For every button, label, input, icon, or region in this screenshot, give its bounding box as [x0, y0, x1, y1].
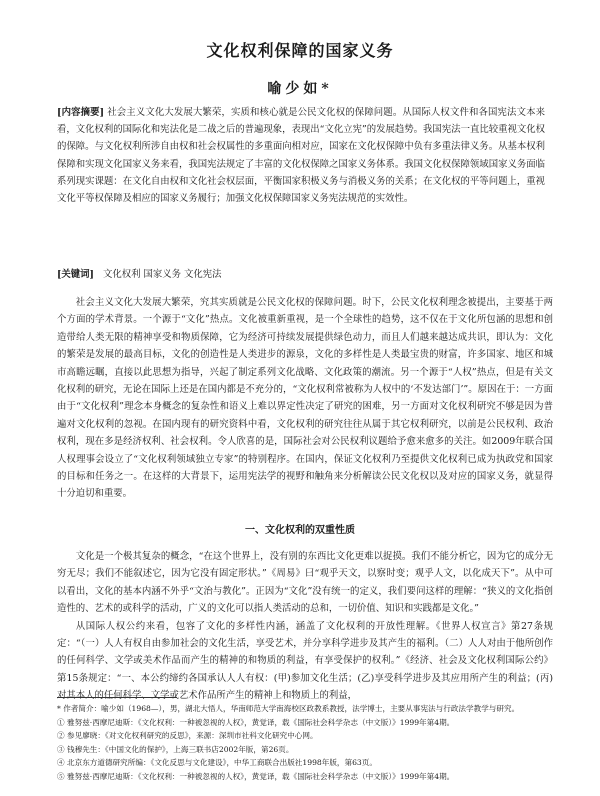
abstract-label: [内容摘要] — [57, 107, 105, 118]
keywords-text: 文化权利 国家义务 文化宪法 — [102, 269, 222, 280]
keywords — [57, 266, 545, 283]
footnote: ② 参见廖晓：《对文化权利研究的反思》，来源：深圳市社科文化研究中心网。 — [57, 731, 318, 741]
footnote: ⑤ 雅努兹·西摩尼迪斯：《文化权利：一种被忽视的人权》，黄觉译，载《国际社会科学杂志（中文版）》1999年第4期。 — [57, 771, 455, 781]
footnote: ① 雅努兹·西摩尼迪斯：《文化权利：一种被忽视的人权》，黄觉译，载《国际社会科学杂志（中文版）》1999年第4期。 — [57, 717, 455, 727]
footnote-divider — [57, 697, 177, 698]
section-heading: 一、文化权利的双重性质 — [245, 525, 355, 536]
section-paragraph: 从国际人权公约来看，包容了文化的多样性内涵，涵盖了文化权利的开放性理解。《世界人权宣言》第27条规定：“（一）人人有权自由参加社会的文化生活，享受艺术，并分享科学进步及其产生的福利。（二）人人对由于他所创作的任何科学、文学或美术作品而产生的精神的和物质的利益，有享受保护的权利。”《经济、社会及文化权利国际公约》第15条规定：“一、本公约缔约各国承认人人有权：(甲)参加文化生活；(乙)享受科学进步及其应用所产生的利益；(丙)对其本人的任何科学、文学或艺术作品所产生的精神上和物质上的利益， — [57, 620, 553, 702]
intro-paragraph: 社会主义文化大发展大繁荣，究其实质就是公民文化权的保障问题。时下，公民文化权利理念被提出，主要基于两个方面的学术背景。一个源于“文化”热点。文化被重新重视，是一个全球性的趋势，这不仅在于文化所包涵的思想和创造带给人类无限的精神享受和物质保障，它为经济可持续发展提供绿色动力，而且人们越来越达成共识，即认为：文化的繁荣是发展的最高目标，文化的创造性是人类进步的源泉，文化的多样性是人类最宝贵的财富，许多国家、地区和城市高瞻远瞩，直接以此思想为指导，兴起了制定系列文化战略、文化政策的潮流。另一个源于“人权”热点，但是有关文化权利的研究，无论在国际上还是在国内都是不充分的，“文化权利常被称为人权中的‘不发达部门’”。原因在于：一方面由于“文化权利”理念本身概念的复杂性和语义上难以界定性决定了研究的困难，另一方面对文化权利研究不够是因为普遍对文化权利的忽视。在国内现有的研究资料中看，文化权利的研究往往从属于其它权利研究，以前是公民权利、政治权利，现在多是经济权利、社会权利。令人欣喜的是，国际社会对公民权利议题给予愈来愈多的关注。如2009年联合国人权理事会设立了“文化权利领域独立专家”的特别程序。在国内，保证文化权利乃至提供文化权利已成为执政党和国家的目标和任务之一。在这样的大背景下，运用宪法学的视野和触角来分析解读公民文化权以及对应的国家义务，就显得十分迫切和重要。 — [57, 297, 553, 500]
footnotes — [57, 702, 553, 784]
footnote: ③ 钱穆先生：《中国文化的保护》，上海三联书店2002年版，第26页。 — [57, 744, 294, 754]
paper-title: 文化权利保障的国家义务 — [206, 41, 394, 60]
keywords-label: [关键词] — [57, 269, 94, 280]
abstract — [57, 104, 545, 207]
section-paragraph: 文化是一个极其复杂的概念，“在这个世界上，没有别的东西比文化更难以捉摸。我们不能分析它，因为它的成分无穷无尽；我们不能叙述它，因为它没有固定形状。”《周易》曰“观乎天文，以察时变；观乎人文，以化成天下”。从中可以看出，文化的基本内涵不外乎“文治与教化”。正因为“文化”没有统一的定义，我们要问这样的理解：“狭义的文化指创造性的、艺术的或科学的活动，广义的文化可以指人类活动的总和，一切价值、知识和实践都是文化。” — [57, 551, 553, 615]
footnote: ④ 北京东方道德研究所编：《文化反思与文化建设》，中华工商联合出版社1998年版，第63页。 — [57, 758, 377, 768]
abstract-text: 社会主义文化大发展大繁荣，实质和核心就是公民文化权的保障问题。从国际人权文件和各国宪法文本来看，文化权利的国际化和宪法化是二战之后的普遍现象，表现出“文化立宪”的发展趋势。我国宪法一直比较重视文化权的保障。与文化权利所涉自由权和社会权属性的多重面向相对应，国家在文化权保障中负有多重法律义务。从基本权利保障和实现文化国家义务来看，我国宪法规定了丰富的文化权保障之国家义务体系。我国文化权保障领域国家义务面临系列现实课题：在文化自由权和文化社会权层面，平衡国家积极义务与消极义务的关系；在文化权的平等问题上，重视文化平等权保障及相应的国家义务履行；加强文化权保障国家义务宪法规范的实效性。 — [57, 107, 545, 205]
footnote: * 作者简介：喻少如（1968—），男，湖北大悟人，华南师范大学南海校区政教系教授，法学博士，主要从事宪法与行政法学教学与研究。 — [57, 704, 520, 713]
paper-author: 喻少如* — [267, 81, 333, 97]
section-body — [57, 548, 553, 705]
